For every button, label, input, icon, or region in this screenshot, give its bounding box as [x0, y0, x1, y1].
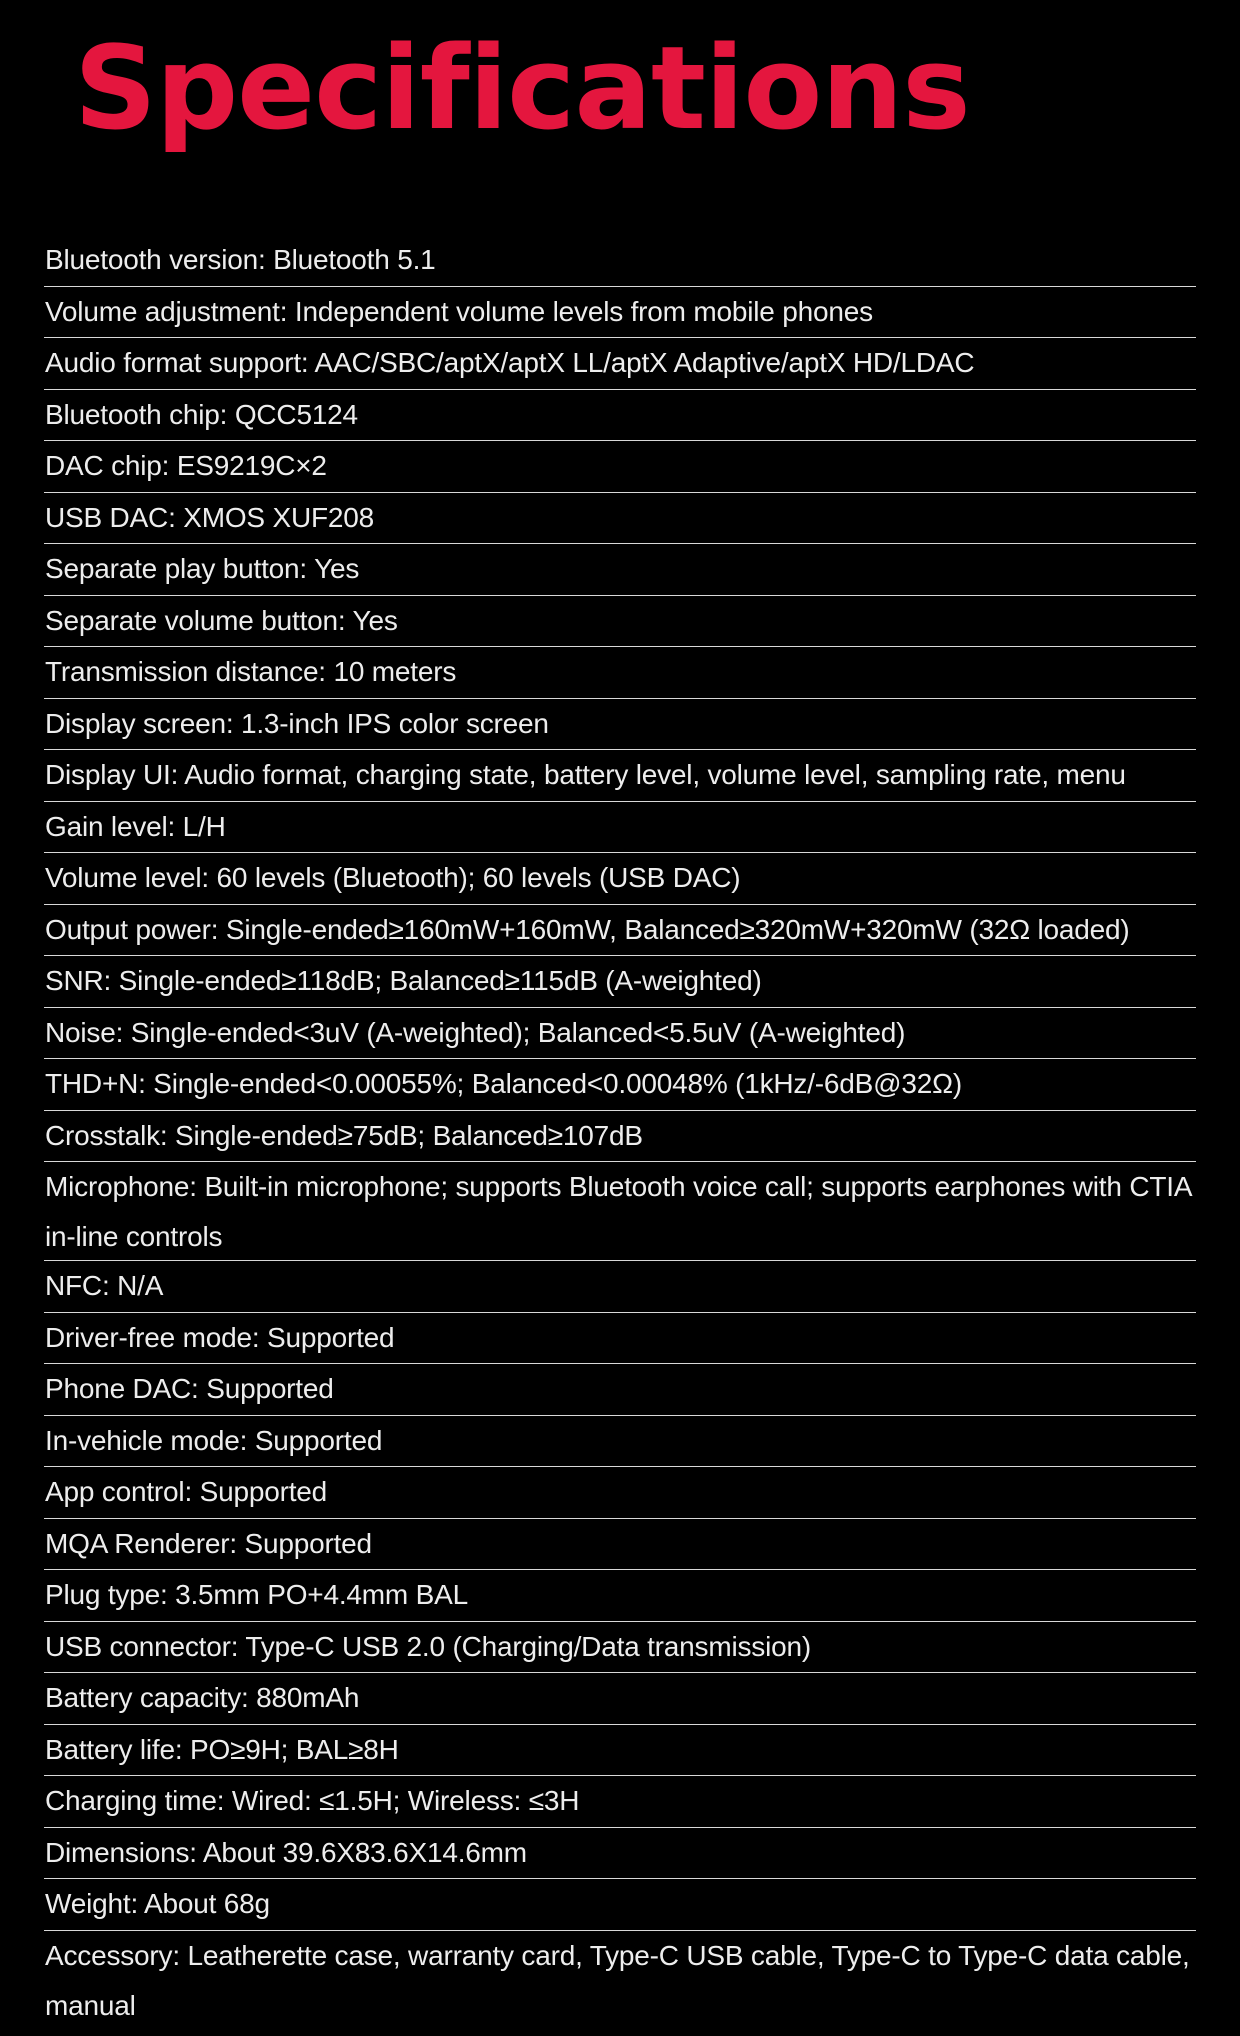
spec-battery-capacity: Battery capacity: 880mAh [44, 1673, 1196, 1725]
spec-bluetooth-chip: Bluetooth chip: QCC5124 [44, 390, 1196, 442]
spec-app-control: App control: Supported [44, 1467, 1196, 1519]
spec-list [44, 235, 1196, 2030]
spec-driver-free-mode: Driver-free mode: Supported [44, 1313, 1196, 1365]
spec-plug-type: Plug type: 3.5mm PO+4.4mm BAL [44, 1570, 1196, 1622]
spec-usb-connector: USB connector: Type-C USB 2.0 (Charging/Data transmission) [44, 1622, 1196, 1674]
spec-crosstalk: Crosstalk: Single-ended≥75dB; Balanced≥107dB [44, 1111, 1196, 1163]
spec-phone-dac: Phone DAC: Supported [44, 1364, 1196, 1416]
spec-snr: SNR: Single-ended≥118dB; Balanced≥115dB (A-weighted) [44, 956, 1196, 1008]
spec-thd-n: THD+N: Single-ended<0.00055%; Balanced<0.00048% (1kHz/-6dB@32Ω) [44, 1059, 1196, 1111]
spec-dac-chip: DAC chip: ES9219C×2 [44, 441, 1196, 493]
spec-gain-level: Gain level: L/H [44, 802, 1196, 854]
page-title: Specifications [74, 22, 970, 156]
spec-accessory: Accessory: Leatherette case, warranty card, Type-C USB cable, Type-C to Type-C data cable, manual [45, 1939, 1190, 2021]
spec-dimensions: Dimensions: About 39.6X83.6X14.6mm [44, 1828, 1196, 1880]
spec-battery-life: Battery life: PO≥9H; BAL≥8H [44, 1725, 1196, 1777]
spec-display-ui: Display UI: Audio format, charging state, battery level, volume level, sampling rate, menu [44, 750, 1196, 802]
spec-audio-format-support: Audio format support: AAC/SBC/aptX/aptX LL/aptX Adaptive/aptX HD/LDAC [44, 338, 1196, 390]
spec-bluetooth-version: Bluetooth version: Bluetooth 5.1 [44, 235, 1196, 287]
spec-display-screen: Display screen: 1.3-inch IPS color screen [44, 699, 1196, 751]
spec-nfc: NFC: N/A [44, 1261, 1196, 1313]
spec-separate-play-button: Separate play button: Yes [44, 544, 1196, 596]
spec-noise: Noise: Single-ended<3uV (A-weighted); Balanced<5.5uV (A-weighted) [44, 1008, 1196, 1060]
spec-in-vehicle-mode: In-vehicle mode: Supported [44, 1416, 1196, 1468]
spec-charging-time: Charging time: Wired: ≤1.5H; Wireless: ≤3H [44, 1776, 1196, 1828]
spec-volume-level: Volume level: 60 levels (Bluetooth); 60 levels (USB DAC) [44, 853, 1196, 905]
spec-usb-dac: USB DAC: XMOS XUF208 [44, 493, 1196, 545]
spec-volume-adjustment: Volume adjustment: Independent volume levels from mobile phones [44, 287, 1196, 339]
spec-output-power: Output power: Single-ended≥160mW+160mW, Balanced≥320mW+320mW (32Ω loaded) [44, 905, 1196, 957]
spec-weight: Weight: About 68g [44, 1879, 1196, 1931]
spec-transmission-distance: Transmission distance: 10 meters [44, 647, 1196, 699]
spec-separate-volume-button: Separate volume button: Yes [44, 596, 1196, 648]
spec-microphone: Microphone: Built-in microphone; supports Bluetooth voice call; supports earphones with CTIA in-line controls [44, 1162, 1196, 1261]
spec-mqa-renderer: MQA Renderer: Supported [44, 1519, 1196, 1571]
